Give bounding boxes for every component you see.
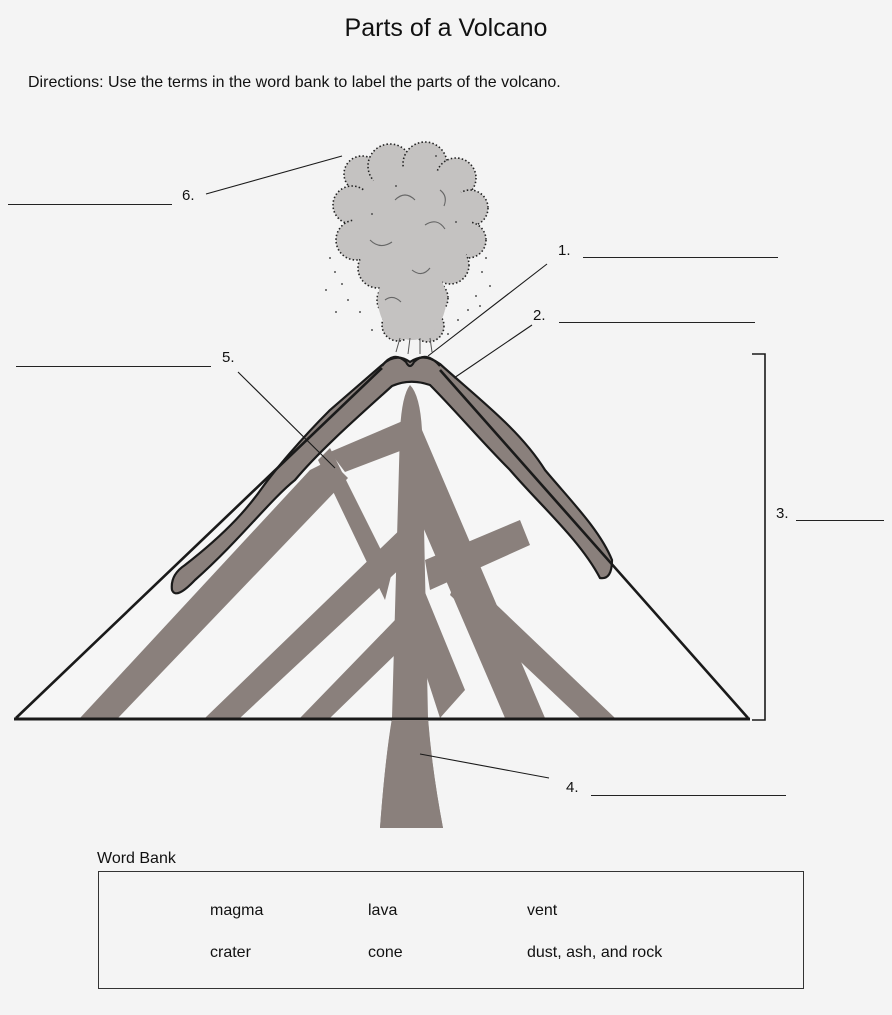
label-2-blank[interactable] — [559, 322, 755, 323]
directions-text: Directions: Use the terms in the word bank to label the parts of the volcano. — [28, 74, 561, 91]
word-bank-term: cone — [368, 944, 403, 961]
label-5-number: 5. — [222, 349, 235, 366]
word-bank-term: crater — [210, 944, 251, 961]
label-4-number: 4. — [566, 779, 579, 796]
label-5-blank[interactable] — [16, 366, 211, 367]
label-6-number: 6. — [182, 187, 195, 204]
vent-pipe — [380, 720, 443, 828]
label-4-blank[interactable] — [591, 795, 786, 796]
cone-bracket — [752, 354, 765, 720]
page-title: Parts of a Volcano — [344, 14, 548, 42]
label-1-number: 1. — [558, 242, 571, 259]
label-3-number: 3. — [776, 505, 789, 522]
label-1-blank[interactable] — [583, 257, 778, 258]
word-bank-term: lava — [368, 902, 398, 919]
word-bank-term: dust, ash, and rock — [527, 944, 663, 961]
label-3-blank[interactable] — [796, 520, 884, 521]
ash-cloud — [325, 142, 491, 354]
label-2-number: 2. — [533, 307, 546, 324]
word-bank-title: Word Bank — [97, 850, 176, 867]
word-bank-box — [98, 871, 804, 989]
word-bank-term: vent — [527, 902, 558, 919]
label-6-blank[interactable] — [8, 204, 172, 205]
word-bank-term: magma — [210, 902, 264, 919]
